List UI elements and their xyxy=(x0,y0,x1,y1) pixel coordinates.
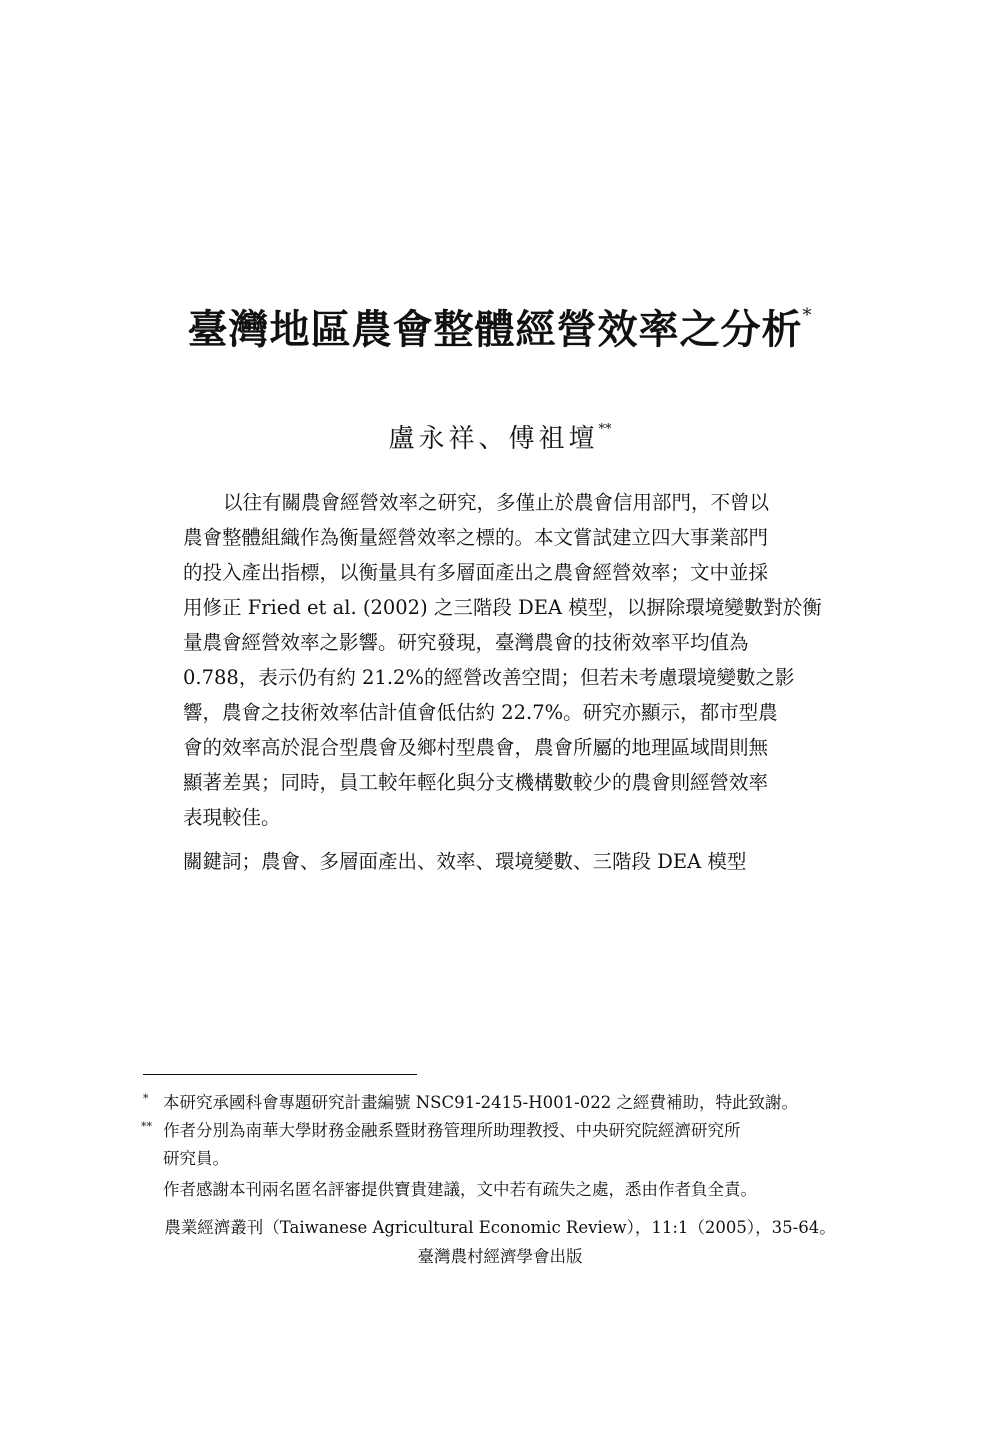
abstract-line: 農會整體組織作為衡量經營效率之標的。本文嘗試建立四大事業部門 xyxy=(183,526,769,549)
footnote-affiliation: 作者分別為南華大學財務金融系暨財務管理所助理教授、中央研究院經濟研究所 xyxy=(163,1121,741,1140)
journal-citation: 農業經濟叢刊（Taiwanese Agricultural Economic Review），11:1（2005），35-64。 xyxy=(164,1218,836,1237)
journal-publisher: 臺灣農村經濟學會出版 xyxy=(417,1247,583,1266)
abstract-line: 用修正 Fried et al. (2002) 之三階段 DEA 模型，以摒除環境變數對於衡 xyxy=(183,596,822,619)
author-line xyxy=(0,410,1000,459)
abstract-line: 以往有關農會經營效率之研究，多僅止於農會信用部門，不曾以 xyxy=(223,491,770,514)
footnote-affiliation-cont: 研究員。 xyxy=(163,1149,229,1168)
author-names: 盧永祥、傅祖壇 xyxy=(388,424,599,454)
footnote-funding: 本研究承國科會專題研究計畫編號 NSC91-2415-H001-022 之經費補助，特此致謝。 xyxy=(163,1093,798,1112)
abstract-line: 會的效率高於混合型農會及鄉村型農會，農會所屬的地理區域間則無 xyxy=(183,736,769,759)
abstract-line: 量農會經營效率之影響。研究發現，臺灣農會的技術效率平均值為 xyxy=(183,631,749,654)
footnote-mark-2: ** xyxy=(141,1120,152,1133)
author-footnote-mark: ** xyxy=(598,422,612,437)
abstract-line: 響，農會之技術效率估計值會低估約 22.7%。研究亦顯示，都市型農 xyxy=(183,701,778,724)
title-footnote-mark: * xyxy=(802,305,813,326)
abstract-line: 的投入產出指標，以衡量具有多層面產出之農會經營效率；文中並採 xyxy=(183,561,769,584)
paper-title xyxy=(0,286,1000,360)
footnote-acknowledgement: 作者感謝本刊兩名匿名評審提供寶貴建議，文中若有疏失之處，悉由作者負全責。 xyxy=(163,1180,757,1199)
footnote-separator xyxy=(143,1074,417,1075)
footnote-mark-1: * xyxy=(143,1092,149,1105)
paper-title-text: 臺灣地區農會整體經營效率之分析 xyxy=(187,306,803,353)
abstract-line: 顯著差異；同時，員工較年輕化與分支機構數較少的農會則經營效率 xyxy=(183,771,769,794)
abstract-line: 0.788，表示仍有約 21.2%的經營改善空間；但若未考慮環境變數之影 xyxy=(183,666,795,689)
keywords: 關鍵詞；農會、多層面產出、效率、環境變數、三階段 DEA 模型 xyxy=(183,850,747,873)
abstract-line: 表現較佳。 xyxy=(183,806,281,829)
